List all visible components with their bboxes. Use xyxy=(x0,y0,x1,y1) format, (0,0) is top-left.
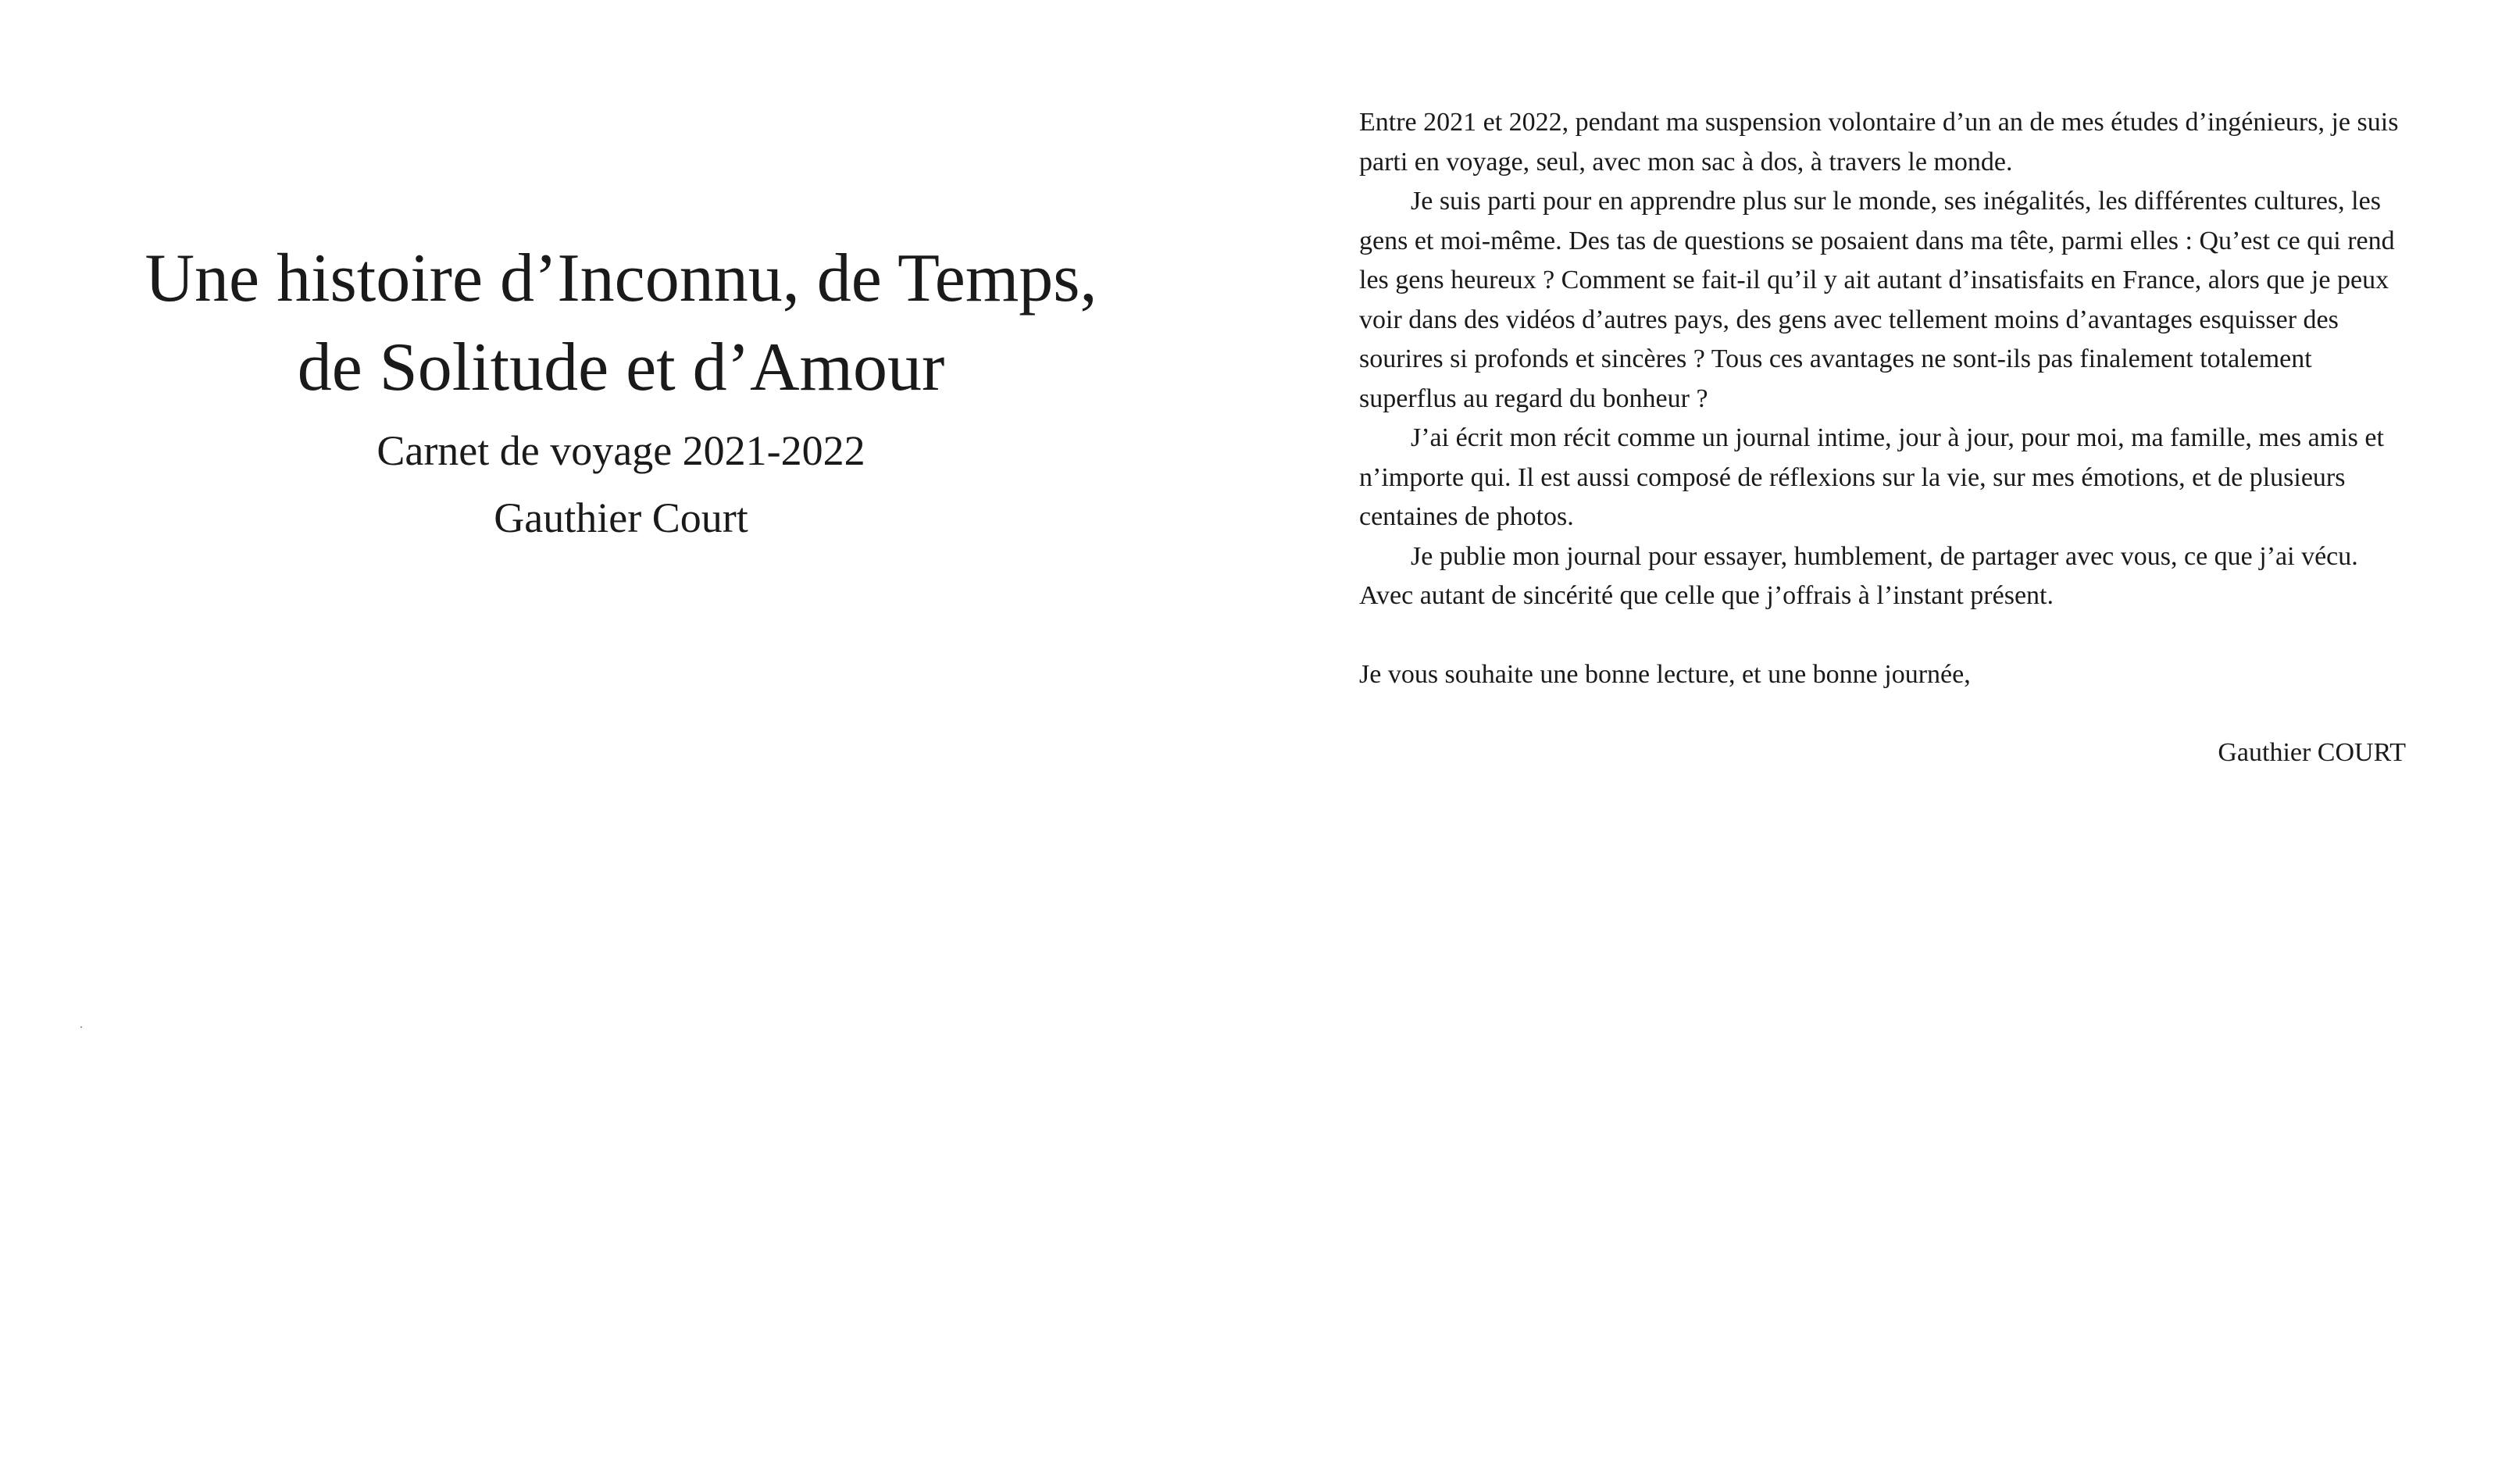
cover-title-block xyxy=(0,234,1242,545)
preface-closing: Je vous souhaite une bonne lecture, et une bonne journée, xyxy=(1359,659,1971,689)
preface-paragraph-3: J’ai écrit mon récit comme un journal intime, jour à jour, pour moi, ma famille, mes amis et n’importe qui. Il est aussi composé de réflexions sur la vie, sur mes émotions, et de plusieurs centaines de photos. xyxy=(1359,423,2384,531)
page-dot-mark xyxy=(80,1026,82,1028)
preface-paragraph-2: Je suis parti pour en apprendre plus sur le monde, ses inégalités, les différentes cultures, les gens et moi-même. Des tas de questions se posaient dans ma tête, parmi elles : Qu’est ce qui rend les gens heureux ? Comment se fait-il qu’il y ait autant d’insatisfaits en France, alors que je peux voir dans des vidéos d’autres pays, des gens avec tellement moins d’avantages esquisser des sourires si profonds et sincères ? Tous ces avantages ne sont-ils pas finalement totalement superflus au regard du bonheur ? xyxy=(1359,187,2395,413)
preface-signature: Gauthier COURT xyxy=(2218,738,2406,767)
right-page xyxy=(1359,103,2406,772)
preface-paragraph-4: Je publie mon journal pour essayer, humblement, de partager avec vous, ce que j’ai vécu. Avec autant de sincérité que celle que j’offrais à l’instant présent. xyxy=(1359,541,2358,610)
book-title xyxy=(0,234,1242,412)
book-title-line-2: de Solitude et d’Amour xyxy=(297,330,945,405)
left-page xyxy=(0,0,1242,1484)
book-subtitle: Carnet de voyage 2021-2022 xyxy=(377,427,865,474)
preface-text xyxy=(1359,103,2406,694)
book-author: Gauthier Court xyxy=(494,494,748,541)
book-title-line-1: Une histoire d’Inconnu, de Temps, xyxy=(145,241,1097,316)
preface-paragraph-1: Entre 2021 et 2022, pendant ma suspension volontaire d’un an de mes études d’ingénieurs, je suis parti en voyage, seul, avec mon sac à dos, à travers le monde. xyxy=(1359,108,2399,177)
